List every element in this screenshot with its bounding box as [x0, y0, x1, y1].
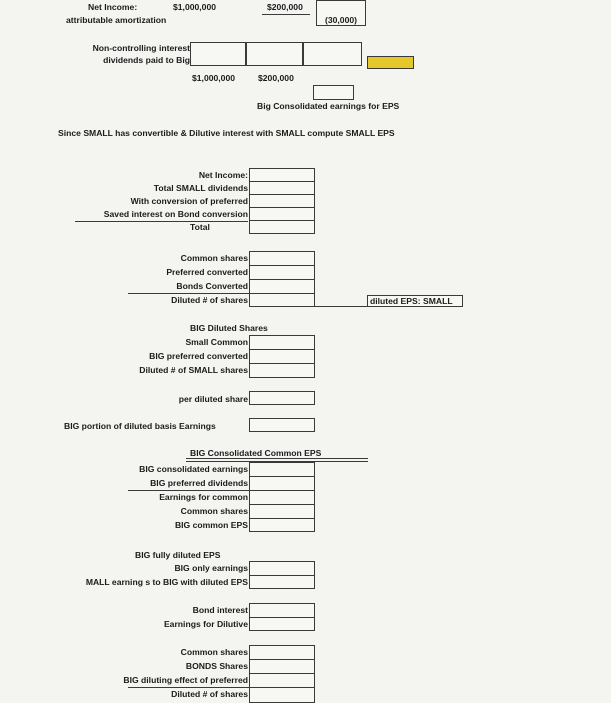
small-eps-note: Since SMALL has convertible & Dilutive interest with SMALL compute SMALL EPS [58, 128, 395, 138]
net-income-small-value: $200,000 [267, 2, 303, 12]
small-common-label: Small Common [185, 337, 248, 347]
consolidated-earnings-label: Big Consolidated earnings for EPS [257, 101, 400, 111]
dividends-paid-label: dividends paid to Big [103, 55, 190, 65]
amortization-value: (30,000) [325, 15, 358, 25]
earnings-for-common-label: Earnings for common [159, 492, 248, 502]
big-preferred-converted-label: BIG preferred converted [149, 351, 248, 361]
bond-interest-label: Bond interest [192, 605, 248, 615]
amortization-label: attributable amortization [66, 15, 167, 25]
small-earnings-grid[interactable] [249, 168, 315, 234]
final-common-shares-label: Common shares [180, 647, 248, 657]
nci-highlight-cell[interactable] [367, 56, 414, 69]
small-net-income-label: Net Income: [198, 170, 248, 180]
big-consolidated-eps-title: BIG Consolidated Common EPS [190, 448, 322, 458]
big-portion-label: BIG portion of diluted basis Earnings [64, 421, 216, 431]
small-common-shares-label: Common shares [180, 253, 248, 263]
big-diluted-shares-title: BIG Diluted Shares [190, 323, 268, 333]
big-common-eps-label: BIG common EPS [174, 520, 248, 530]
nci-big-value: $1,000,000 [192, 73, 236, 83]
big-only-earnings-label: BIG only earnings [174, 563, 248, 573]
bonds-shares-label: BONDS Shares [185, 661, 248, 671]
small-dividends-label: Total SMALL dividends [153, 183, 248, 193]
net-income-underline [262, 14, 310, 15]
preferred-converted-label: Preferred converted [166, 267, 248, 277]
net-income-label: Net Income: [88, 2, 138, 12]
nci-label: Non-controlling interest [92, 43, 190, 53]
nci-small-value: $200,000 [258, 73, 294, 83]
net-income-big-value: $1,000,000 [173, 2, 217, 12]
small-diluted-shares-label: Diluted # of shares [171, 295, 248, 305]
big-portion-box[interactable] [249, 418, 315, 432]
big-diluted-grid[interactable] [249, 335, 315, 378]
final-diluted-shares-label: Diluted # of shares [171, 689, 248, 699]
big-consolidated-grid[interactable] [249, 462, 315, 532]
big-diluting-effect-label: BIG diluting effect of preferred [123, 675, 248, 685]
diluted-eps-small-label: diluted EPS: SMALL [370, 296, 453, 306]
earnings-for-dilutive-label: Earnings for Dilutive [163, 619, 248, 629]
big-fully-diluted-title: BIG fully diluted EPS [135, 550, 221, 560]
nci-third-cell[interactable] [303, 42, 362, 66]
small-total-label: Total [190, 222, 210, 232]
big-preferred-dividends-label: BIG preferred dividends [150, 478, 248, 488]
nci-big-cell[interactable] [190, 42, 246, 66]
bonds-converted-label: Bonds Converted [176, 281, 248, 291]
big-common-shares-label: Common shares [180, 506, 248, 516]
saved-interest-label: Saved interest on Bond conversion [103, 209, 248, 219]
final-shares-grid[interactable] [249, 645, 315, 703]
nci-small-cell[interactable] [246, 42, 303, 66]
per-diluted-share-label: per diluted share [178, 394, 248, 404]
preferred-conversion-label: With conversion of preferred [130, 196, 248, 206]
diluted-small-shares-label: Diluted # of SMALL shares [139, 365, 248, 375]
consolidated-earnings-box[interactable] [313, 85, 354, 100]
small-earnings-to-big-label: MALL earning s to BIG with diluted EPS [85, 577, 248, 587]
big-consolidated-earnings-label: BIG consolidated earnings [139, 464, 248, 474]
per-diluted-share-box[interactable] [249, 391, 315, 405]
